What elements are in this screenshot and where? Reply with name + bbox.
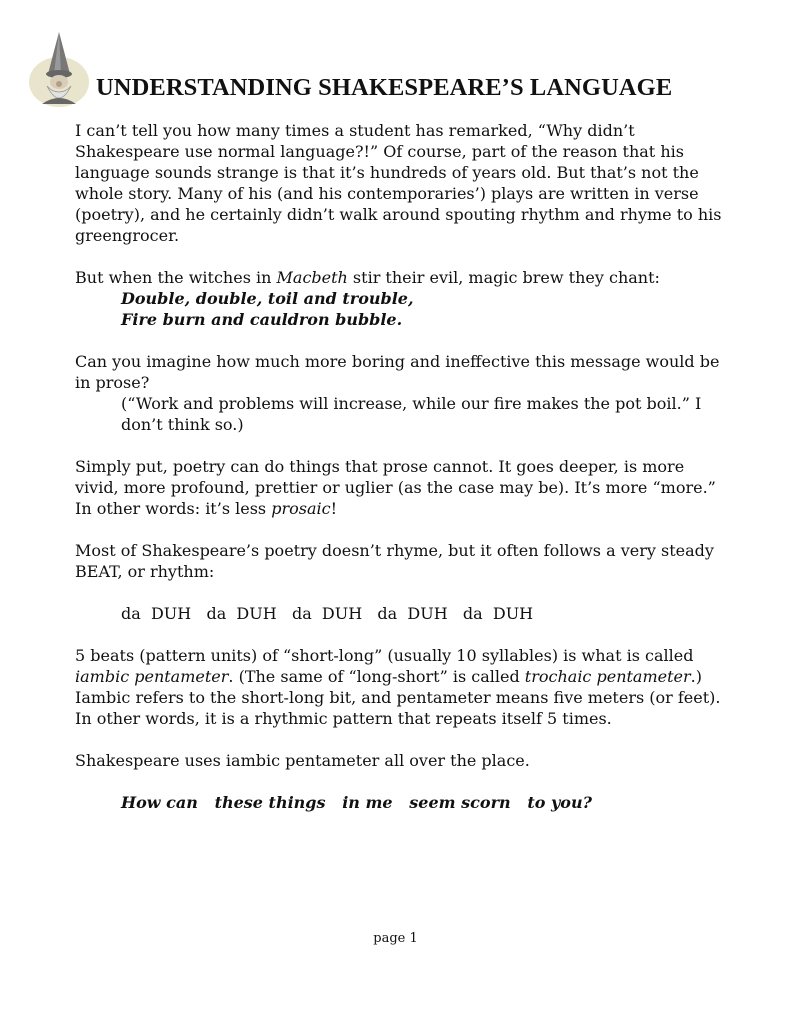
- text-run: !: [330, 499, 338, 518]
- document-body: [75, 120, 725, 813]
- text-run: . (The same of “long-short” is called: [228, 667, 525, 686]
- play-title-macbeth: Macbeth: [276, 268, 348, 287]
- page-number: page 1: [373, 931, 418, 946]
- text-run: But when the witches in: [75, 268, 277, 287]
- text-run: .) Iambic refers to the short-long bit, and pentameter means five meters (or feet). In other words, it is a rhythmic pattern that repeats itself 5 times.: [75, 667, 721, 728]
- paragraph-poetry: [75, 456, 725, 519]
- verse-line-1: Double, double, toil and trouble,: [121, 289, 414, 308]
- paragraph-intro: I can’t tell you how many times a student has remarked, “Why didn’t Shakespeare use normal language?!” Of course, part of the reason that his language sounds strange is that it’s hundreds of years old. But that’s not the whole story. Many of his (and his contemporaries’) plays are written in verse (poetry), and he certainly didn’t walk around spouting rhythm and rhyme to his greengrocer.: [75, 121, 722, 245]
- term-iambic-pentameter: iambic pentameter: [75, 667, 229, 686]
- text-run: stir their evil, magic brew they chant:: [347, 268, 660, 287]
- paragraph-prose: Can you imagine how much more boring and ineffective this message would be in prose?: [75, 352, 720, 392]
- emphasis-prosaic: prosaic: [271, 499, 331, 518]
- paragraph-witches: [75, 267, 725, 288]
- paragraph-rhythm: Most of Shakespeare’s poetry doesn’t rhyme, but it often follows a very steady BEAT, or rhythm:: [75, 541, 714, 581]
- verse-line-2: Fire burn and cauldron bubble.: [121, 310, 403, 329]
- gnome-logo-icon: [28, 30, 90, 108]
- paragraph-iambic: [75, 645, 725, 729]
- example-verse-line: How can these things in me seem scorn to you?: [121, 793, 592, 812]
- text-run: Simply put, poetry can do things that prose cannot. It goes deeper, is more vivid, more profound, prettier or uglier (as the case may be). It’s more “more.” In other words: it’s less: [75, 457, 716, 518]
- page-title: UNDERSTANDING SHAKESPEARE’S LANGUAGE: [96, 74, 673, 101]
- text-run: 5 beats (pattern units) of “short-long” (usually 10 syllables) is what is called: [75, 646, 694, 665]
- paragraph-usage: Shakespeare uses iambic pentameter all over the place.: [75, 751, 530, 770]
- paragraph-prose-quote: (“Work and problems will increase, while our fire makes the pot boil.” I don’t think so.): [121, 394, 702, 434]
- beat-pattern: da DUH da DUH da DUH da DUH da DUH: [121, 604, 534, 623]
- term-trochaic-pentameter: trochaic pentameter: [524, 667, 691, 686]
